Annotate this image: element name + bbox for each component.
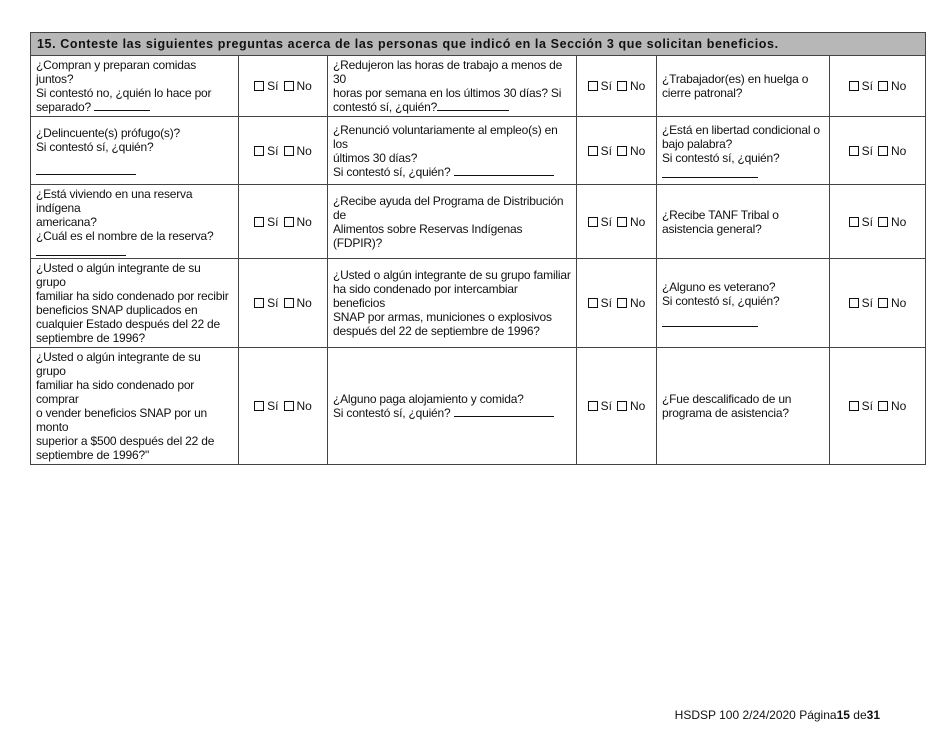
answer-cell [830, 348, 926, 465]
yes-checkbox[interactable]: Sí [254, 399, 278, 413]
no-checkbox[interactable]: No [284, 144, 312, 158]
no-checkbox[interactable]: No [617, 79, 645, 93]
no-checkbox[interactable]: No [284, 399, 312, 413]
answer-cell [830, 56, 926, 117]
no-checkbox[interactable]: No [284, 296, 312, 310]
table-row [31, 117, 926, 185]
answer-cell [577, 56, 657, 117]
question-probation: ¿Está en libertad condicional o bajo palabra? Si contestó sí, ¿quién? [657, 117, 830, 185]
yes-checkbox[interactable]: Sí [254, 215, 278, 229]
yes-checkbox[interactable]: Sí [849, 144, 873, 158]
answer-cell [239, 56, 328, 117]
page-of: de [853, 708, 867, 722]
answer-cell [239, 259, 328, 348]
section-header: 15. Conteste las siguientes preguntas acerca de las personas que indicó en la Sección 3 que solicitan beneficios. [31, 33, 926, 56]
who-answer-line[interactable] [36, 164, 136, 175]
yes-checkbox[interactable]: Sí [254, 144, 278, 158]
question-selling-snap: ¿Usted o algún integrante de su grupo familiar ha sido condenado por comprar o vender beneficios SNAP por un monto superior a $500 después del 22 de septiembre de 1996?" [31, 348, 239, 465]
no-checkbox[interactable]: No [617, 399, 645, 413]
yes-checkbox[interactable]: Sí [588, 296, 612, 310]
answer-cell [830, 117, 926, 185]
no-checkbox[interactable]: No [617, 296, 645, 310]
no-checkbox[interactable]: No [617, 144, 645, 158]
page-total: 31 [866, 708, 880, 722]
table-row [31, 56, 926, 117]
no-checkbox[interactable]: No [878, 215, 906, 229]
question-trading-snap: ¿Usted o algún integrante de su grupo familiar ha sido condenado por intercambiar beneficios SNAP por armas, municiones o explosivos después del 22 de septiembre de 1996? [328, 259, 577, 348]
question-reduced-hours: ¿Redujeron las horas de trabajo a menos de 30 horas por semana en los últimos 30 días? Si contestó sí, ¿quién? [328, 56, 577, 117]
no-checkbox[interactable]: No [878, 79, 906, 93]
answer-cell [239, 117, 328, 185]
who-answer-line[interactable] [454, 406, 554, 417]
who-answer-line[interactable] [437, 100, 509, 111]
answer-cell [239, 348, 328, 465]
page-current: 15 [836, 708, 850, 722]
question-veteran: ¿Alguno es veterano? Si contestó sí, ¿quién? [657, 259, 830, 348]
yes-checkbox[interactable]: Sí [849, 79, 873, 93]
yes-checkbox[interactable]: Sí [588, 144, 612, 158]
no-checkbox[interactable]: No [878, 296, 906, 310]
question-quit-job: ¿Renunció voluntariamente al empleo(s) en los últimos 30 días? Si contestó sí, ¿quién? [328, 117, 577, 185]
question-tribal-tanf: ¿Recibe TANF Tribal o asistencia general? [657, 185, 830, 259]
who-answer-line[interactable] [454, 165, 554, 176]
page-footer [675, 708, 880, 722]
yes-checkbox[interactable]: Sí [588, 399, 612, 413]
no-checkbox[interactable]: No [284, 215, 312, 229]
who-answer-line[interactable] [662, 316, 758, 327]
yes-checkbox[interactable]: Sí [254, 296, 278, 310]
page-word: Página [799, 708, 837, 722]
who-answer-line[interactable] [94, 100, 150, 111]
table-row [31, 259, 926, 348]
yes-checkbox[interactable]: Sí [588, 215, 612, 229]
no-checkbox[interactable]: No [617, 215, 645, 229]
answer-cell [577, 117, 657, 185]
answer-cell [830, 185, 926, 259]
yes-checkbox[interactable]: Sí [849, 215, 873, 229]
table-row [31, 348, 926, 465]
section-15-table [30, 32, 926, 465]
question-reservation: ¿Está viviendo en una reserva indígena americana? ¿Cuál es el nombre de la reserva? [31, 185, 239, 259]
yes-checkbox[interactable]: Sí [849, 296, 873, 310]
question-duplicate-snap: ¿Usted o algún integrante de su grupo familiar ha sido condenado por recibir beneficios SNAP duplicados en cualquier Estado después del 22 de septiembre de 1996? [31, 259, 239, 348]
question-room-and-board: ¿Alguno paga alojamiento y comida? Si contestó sí, ¿quién? [328, 348, 577, 465]
no-checkbox[interactable]: No [284, 79, 312, 93]
reservation-name-line[interactable] [36, 245, 126, 256]
answer-cell [577, 348, 657, 465]
no-checkbox[interactable]: No [878, 399, 906, 413]
question-disqualified: ¿Fue descalificado de un programa de asistencia? [657, 348, 830, 465]
answer-cell [577, 185, 657, 259]
question-strike: ¿Trabajador(es) en huelga o cierre patronal? [657, 56, 830, 117]
answer-cell [577, 259, 657, 348]
question-fugitive: ¿Delincuente(s) prófugo(s)? Si contestó sí, ¿quién? [31, 117, 239, 185]
question-meals-together: ¿Compran y preparan comidas juntos? Si contestó no, ¿quién lo hace por separado? [31, 56, 239, 117]
answer-cell [239, 185, 328, 259]
form-id: HSDSP 100 2/24/2020 [674, 708, 796, 722]
yes-checkbox[interactable]: Sí [588, 79, 612, 93]
who-answer-line[interactable] [662, 167, 758, 178]
answer-cell [830, 259, 926, 348]
no-checkbox[interactable]: No [878, 144, 906, 158]
yes-checkbox[interactable]: Sí [254, 79, 278, 93]
question-fdpir: ¿Recibe ayuda del Programa de Distribución de Alimentos sobre Reservas Indígenas (FDPIR)? [328, 185, 577, 259]
yes-checkbox[interactable]: Sí [849, 399, 873, 413]
table-row [31, 185, 926, 259]
